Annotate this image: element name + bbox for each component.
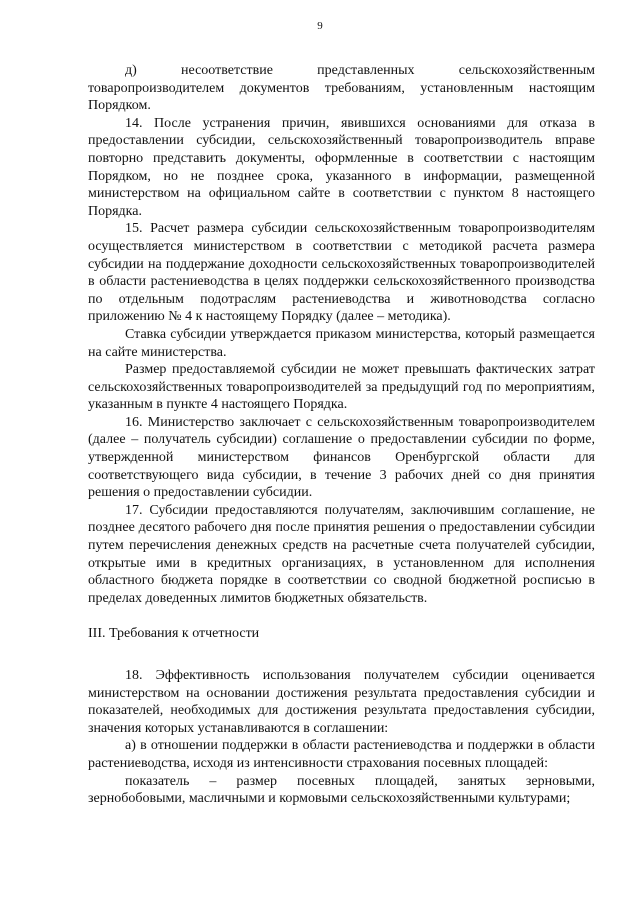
paragraph-item-d: д) несоответствие представленных сельскохозяйственным товаропроизводителем документов требованиям, установленным настоящим Порядком.: [88, 63, 595, 114]
paragraph-subsidy-rate: Ставка субсидии утверждается приказом министерства, который размещается на сайте министерства.: [88, 326, 595, 360]
paragraph-18: 18. Эффективность использования получателем субсидии оценивается министерством на основании достижения результата предоставления субсидии и показателей, необходимых для достижения результата предоставления субсидии, значения которых устанавливаются в соглашении:: [88, 668, 595, 736]
paragraph-17: 17. Субсидии предоставляются получателям, заключившим соглашение, не позднее десятого рабочего дня после принятия решения о предоставлении субсидии путем перечисления денежных средств на расчетные счета получателей субсидии, открытые ими в кредитных организациях, в установленном для исполнения областного бюджета порядке в соответствии со сводной бюджетной росписью в пределах доведенных лимитов бюджетных обязательств.: [88, 502, 595, 606]
paragraph-15: 15. Расчет размера субсидии сельскохозяйственным товаропроизводителям осуществляется министерством в соответствии с методикой расчета размера субсидии на поддержание доходности сельскохозяйственных товаропроизводителей в области растениеводства в целях поддержки сельскохозяйственного производства по отдельным подотраслям растениеводства и животноводства согласно приложению № 4 к настоящему Порядку (далее – методика).: [88, 221, 595, 325]
document-body: [88, 62, 595, 808]
section-title: III. Требования к отчетности: [88, 626, 260, 642]
page-number: 9: [317, 20, 323, 32]
paragraph-subsidy-limit: Размер предоставляемой субсидии не может превышать фактических затрат сельскохозяйственных товаропроизводителей за предыдущий год по мероприятиям, указанным в пункте 4 настоящего Порядка.: [88, 362, 595, 413]
paragraph-item-a: а) в отношении поддержки в области растениеводства и поддержки в области растениеводства, исходя из интенсивности страхования посевных площадей:: [88, 738, 595, 771]
paragraph-14: 14. После устранения причин, явившихся основаниями для отказа в предоставлении субсидии, сельскохозяйственный товаропроизводитель вправе повторно представить документы, оформленные в соответствии с настоящим Порядком, но не позднее срока, указанного в информации, размещенной министерством на официальном сайте в соответствии с пунктом 8 настоящего Порядка.: [88, 115, 595, 219]
paragraph-16: 16. Министерство заключает с сельскохозяйственным товаропроизводителем (далее – получатель субсидии) соглашение о предоставлении субсидии по форме, утвержденной министерством финансов Оренбургской области для соответствующего вида субсидии, в течение 3 рабочих дней со дня принятия решения о предоставлении субсидии.: [88, 414, 595, 501]
paragraph-indicator: показатель – размер посевных площадей, занятых зерновыми, зернобобовыми, масличными и кормовыми сельскохозяйственными культурами;: [88, 773, 595, 807]
